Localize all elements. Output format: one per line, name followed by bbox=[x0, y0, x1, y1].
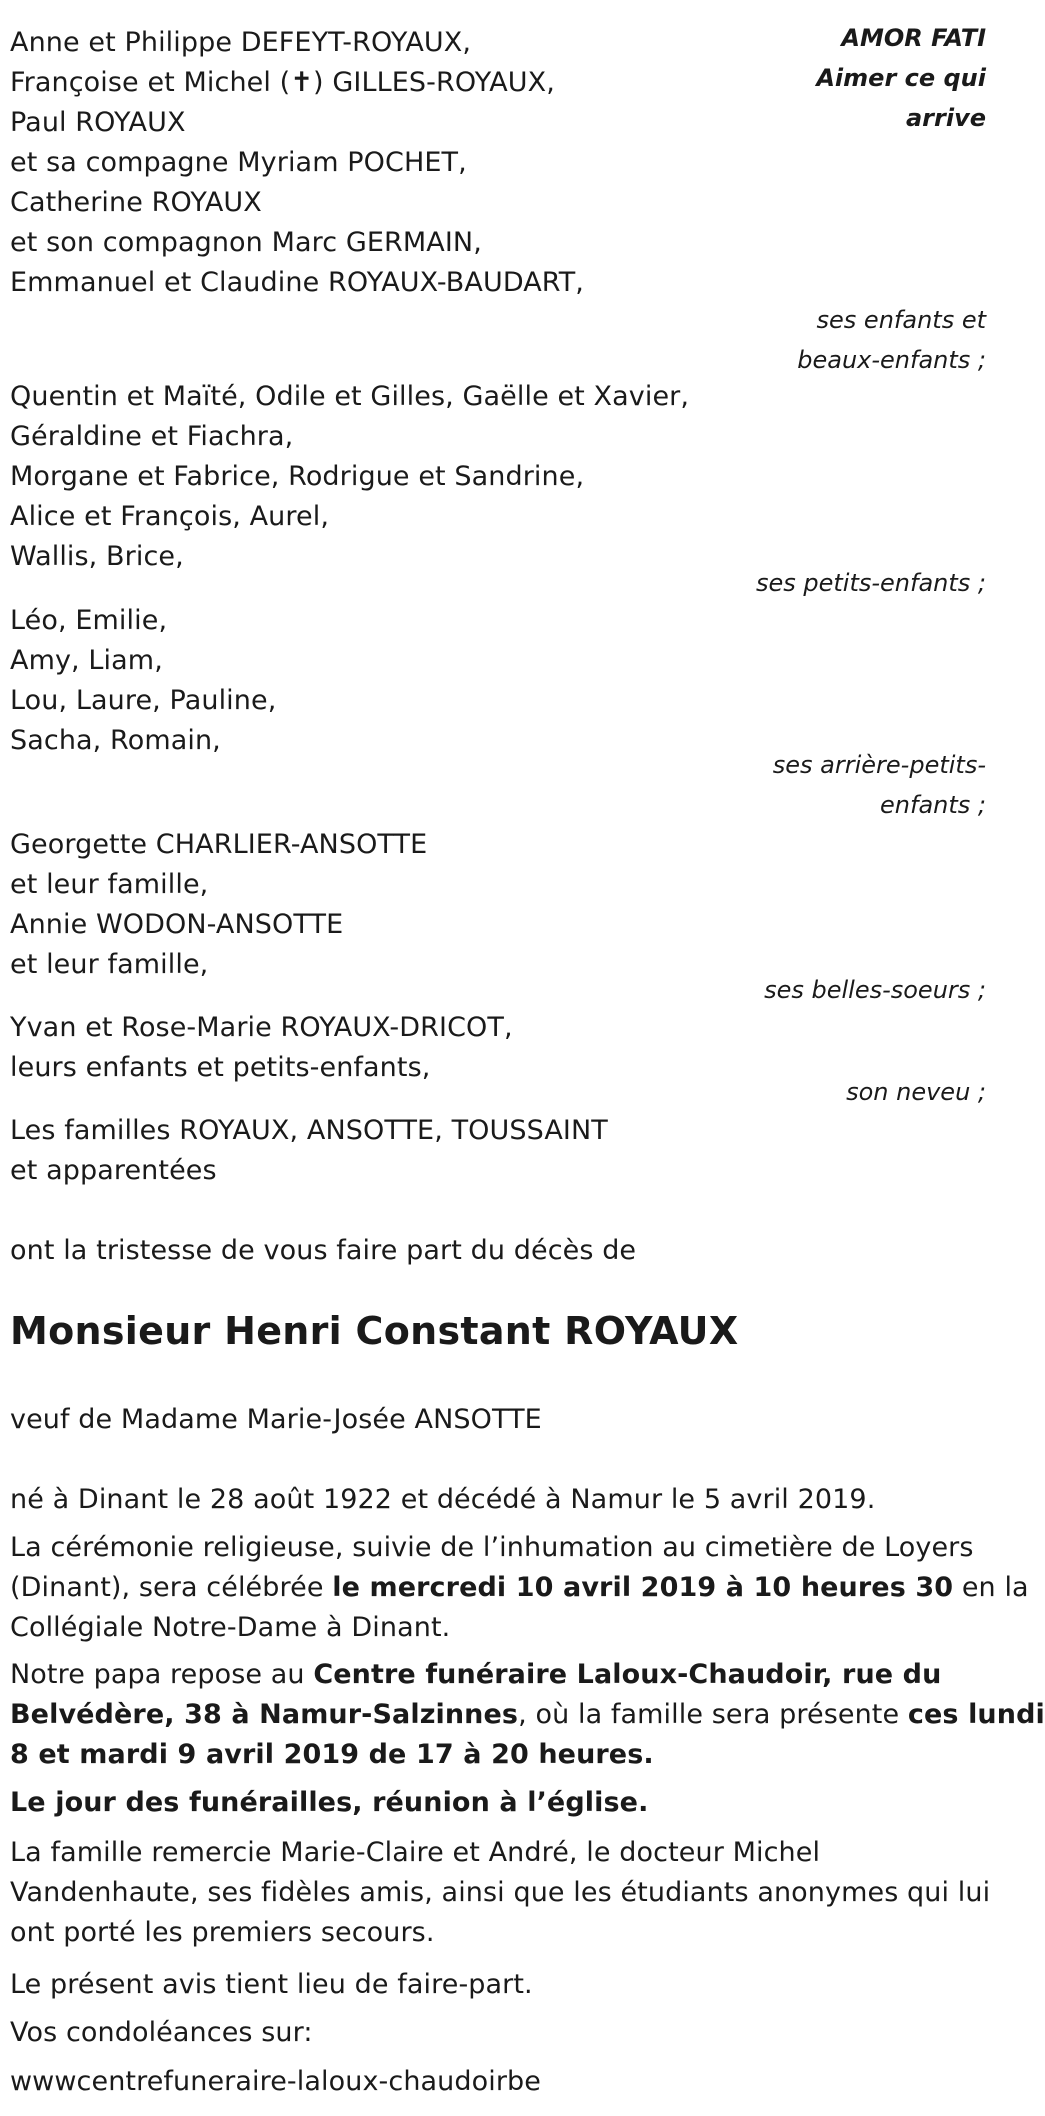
family-line: Paul ROYAUX bbox=[10, 107, 186, 138]
thanks-paragraph bbox=[10, 1833, 990, 1953]
family-line: Amy, Liam, bbox=[10, 645, 163, 676]
family-line: et son compagnon Marc GERMAIN, bbox=[10, 227, 482, 258]
funeral-day: Le jour des funérailles, réunion à l’église. bbox=[10, 1787, 649, 1818]
ceremony-line: Collégiale Notre-Dame à Dinant. bbox=[10, 1612, 451, 1643]
family-line: Annie WODON-ANSOTTE bbox=[10, 909, 344, 940]
grandchildren-list bbox=[10, 377, 689, 577]
family-line: Les familles ROYAUX, ANSOTTE, TOUSSAINT bbox=[10, 1115, 608, 1146]
announcement: ont la tristesse de vous faire part du décès de bbox=[10, 1235, 637, 1266]
great-grandchildren-relation bbox=[773, 745, 986, 825]
viewing-text: Notre papa repose au bbox=[10, 1659, 314, 1690]
ceremony-line bbox=[10, 1568, 1029, 1608]
grandchildren-relation: ses petits-enfants ; bbox=[755, 569, 986, 597]
condolences-label: Vos condoléances sur: bbox=[10, 2017, 313, 2048]
family-line: Georgette CHARLIER-ANSOTTE bbox=[10, 829, 428, 860]
birth-death: né à Dinant le 28 août 1922 et décédé à Namur le 5 avril 2019. bbox=[10, 1484, 876, 1515]
motto-line: Aimer ce qui bbox=[816, 64, 986, 92]
family-line: et leur famille, bbox=[10, 949, 209, 980]
funeral-home-address: Belvédère, 38 à Namur-Salzinnes bbox=[10, 1699, 519, 1730]
widower-of: veuf de Madame Marie-Josée ANSOTTE bbox=[10, 1404, 542, 1435]
family-line: et leur famille, bbox=[10, 869, 209, 900]
family-line: Géraldine et Fiachra, bbox=[10, 421, 294, 452]
relation-line: ses arrière-petits- bbox=[772, 751, 986, 779]
ceremony-line: La cérémonie religieuse, suivie de l’inhumation au cimetière de Loyers bbox=[10, 1532, 974, 1563]
family-line: Alice et François, Aurel, bbox=[10, 501, 329, 532]
viewing-text: , où la famille sera présente bbox=[518, 1699, 908, 1730]
family-line: Quentin et Maïté, Odile et Gilles, Gaëlle et Xavier, bbox=[10, 381, 690, 412]
nephew-relation: son neveu ; bbox=[846, 1078, 986, 1106]
notice: Le présent avis tient lieu de faire-part. bbox=[10, 1969, 533, 2000]
children-relation bbox=[797, 300, 986, 380]
families-list bbox=[10, 1111, 608, 1191]
family-line: et sa compagne Myriam POCHET, bbox=[10, 147, 467, 178]
motto-line: arrive bbox=[905, 104, 986, 132]
viewing-paragraph bbox=[10, 1655, 1045, 1775]
deceased-name: Monsieur Henri Constant ROYAUX bbox=[10, 1309, 739, 1353]
nephew-list bbox=[10, 1008, 513, 1088]
family-line: Lou, Laure, Pauline, bbox=[10, 685, 277, 716]
family-line: leurs enfants et petits-enfants, bbox=[10, 1052, 431, 1083]
condolences-website-link[interactable]: wwwcentrefuneraire-laloux-chaudoirbe bbox=[10, 2066, 541, 2097]
relation-line: ses enfants et bbox=[816, 306, 986, 334]
funeral-home: Centre funéraire Laloux-Chaudoir, rue du bbox=[313, 1659, 942, 1690]
viewing-line bbox=[10, 1695, 1045, 1735]
viewing-line bbox=[10, 1655, 1045, 1695]
family-line: et apparentées bbox=[10, 1155, 217, 1186]
ceremony-text: (Dinant), sera célébrée bbox=[10, 1572, 333, 1603]
family-line: Léo, Emilie, bbox=[10, 605, 168, 636]
great-grandchildren-list bbox=[10, 601, 276, 761]
relation-line: beaux-enfants ; bbox=[797, 346, 986, 374]
ceremony-paragraph bbox=[10, 1528, 1029, 1648]
thanks-line: Vandenhaute, ses fidèles amis, ainsi que les étudiants anonymes qui lui bbox=[10, 1877, 991, 1908]
viewing-line: 8 et mardi 9 avril 2019 de 17 à 20 heures. bbox=[10, 1739, 654, 1770]
thanks-line: La famille remercie Marie-Claire et André, le docteur Michel bbox=[10, 1837, 821, 1868]
family-line: Yvan et Rose-Marie ROYAUX-DRICOT, bbox=[10, 1012, 513, 1043]
family-line: Wallis, Brice, bbox=[10, 541, 184, 572]
family-line: Anne et Philippe DEFEYT-ROYAUX, bbox=[10, 27, 472, 58]
motto bbox=[816, 18, 986, 138]
family-line: Catherine ROYAUX bbox=[10, 187, 262, 218]
family-line: Morgane et Fabrice, Rodrigue et Sandrine, bbox=[10, 461, 585, 492]
thanks-line: ont porté les premiers secours. bbox=[10, 1917, 435, 1948]
ceremony-date: le mercredi 10 avril 2019 à 10 heures 30 bbox=[332, 1572, 954, 1603]
relation-line: enfants ; bbox=[880, 791, 986, 819]
ceremony-text: en la bbox=[953, 1572, 1029, 1603]
sisters-in-law-relation: ses belles-soeurs ; bbox=[764, 976, 986, 1004]
children-list bbox=[10, 23, 584, 303]
family-line: Françoise et Michel (✝) GILLES-ROYAUX, bbox=[10, 67, 555, 98]
family-line: Sacha, Romain, bbox=[10, 725, 221, 756]
motto-line: AMOR FATI bbox=[841, 24, 986, 52]
family-line: Emmanuel et Claudine ROYAUX-BAUDART, bbox=[10, 267, 584, 298]
sisters-in-law-list bbox=[10, 825, 427, 985]
viewing-dates: ces lundi bbox=[907, 1699, 1045, 1730]
